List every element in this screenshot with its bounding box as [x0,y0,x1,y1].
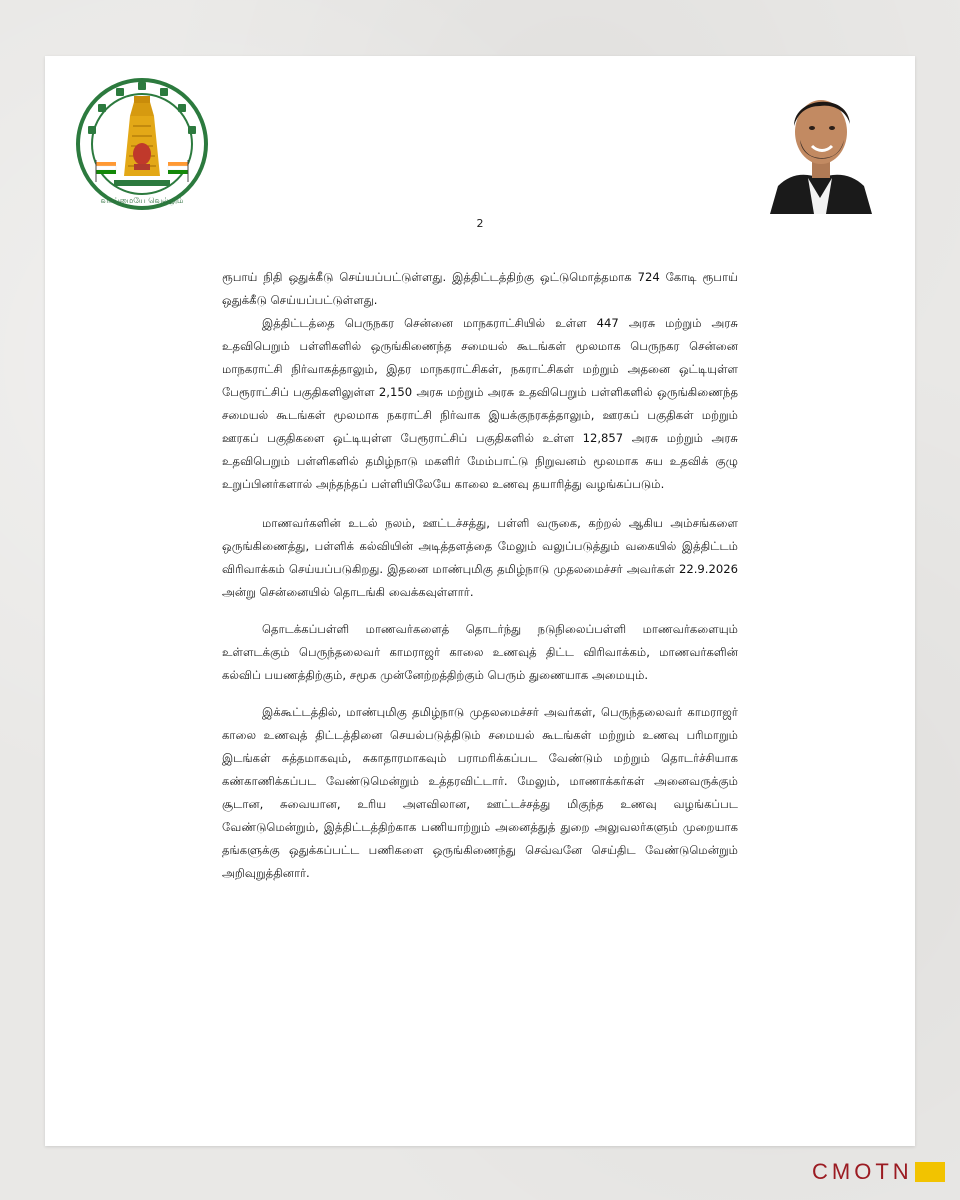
tamil-nadu-emblem-icon [74,76,210,216]
paragraph: மாணவர்களின் உடல் நலம், ஊட்டச்சத்து, பள்ளி வருகை, கற்றல் ஆகிய அம்சங்களை ஒருங்கிணைத்து, பள்ளிக் கல்வியின் அடித்தளத்தை மேலும் வலுப்படுத்தும் வகையில் இத்திட்டம் விரிவாக்கம் செய்யப்படுகிறது. இதனை மாண்புமிகு தமிழ்நாடு முதலமைச்சர் அவர்கள் 22.9.2026 அன்று சென்னையில் தொடங்கி வைக்கவுள்ளார். [222,516,738,599]
paragraph: இத்திட்டத்தை பெருநகர சென்னை மாநகராட்சியில் உள்ள 447 அரசு மற்றும் அரசு உதவிபெறும் பள்ளிகளில் ஒருங்கிணைந்த சமையல் கூடங்கள் மூலமாக பெருநகர சென்னை மாநகராட்சி நிர்வாகத்தாலும், இதர மாநகராட்சிகள், நகராட்சிகள் மற்றும் அதனை ஒட்டியுள்ள பேரூராட்சிப் பகுதிகளிலுள்ள 2,150 அரசு மற்றும் அரசு உதவிபெறும் பள்ளிகளில் ஒருங்கிணைந்த சமையல் கூடங்கள் மூலமாக நகராட்சி நிர்வாக இயக்குநரகத்தாலும், ஊரகப் பகுதிகள் மற்றும் ஊரகப் பகுதிகளை ஒட்டியுள்ள பேரூராட்சிப் பகுதிகளில் உள்ள 12,857 அரசு மற்றும் அரசு உதவிபெறும் பள்ளிகளில் தமிழ்நாடு மகளிர் மேம்பாட்டு நிறுவனம் மூலமாக சுய உதவிக் குழு உறுப்பினர்களால் அந்தந்தப் பள்ளியிலேயே காலை உணவு தயாரித்து வழங்கப்படும். [222,316,738,491]
paragraph: இக்கூட்டத்தில், மாண்புமிகு தமிழ்நாடு முதலமைச்சர் அவர்கள், பெருந்தலைவர் காமராஜர் காலை உணவுத் திட்டத்தினை செயல்படுத்திடும் சமையல் கூடங்கள் மற்றும் உணவு பரிமாறும் இடங்கள் சுத்தமாகவும், சுகாதாரமாகவும் பராமரிக்கப்பட வேண்டும் மற்றும் தொடர்ச்சியாக கண்காணிக்கப்பட வேண்டுமென்றும் உத்தரவிட்டார். மேலும், மாணாக்கர்கள் அனைவருக்கும் சூடான, சுவையான, உரிய அளவிலான, ஊட்டச்சத்து மிகுந்த உணவு வழங்கப்பட வேண்டுமென்றும், இத்திட்டத்திற்காக பணியாற்றும் அனைத்துத் துறை அலுவலர்களும் முறையாக தங்களுக்கு ஒதுக்கப்பட்ட பணிகளை ஒருங்கிணைந்து செவ்வனே செய்திட வேண்டுமென்றும் அறிவுறுத்தினார். [222,705,738,880]
page-number: 2 [476,217,484,230]
cmotn-logo [812,1160,945,1184]
emblem-motto: வாய்மையே வெல்லும் [100,196,184,205]
document-body [222,266,738,899]
paragraph: தொடக்கப்பள்ளி மாணவர்களைத் தொடர்ந்து நடுநிலைப்பள்ளி மாணவர்களையும் உள்ளடக்கும் பெருந்தலைவர் காமராஜர் காலை உணவுத் திட்ட விரிவாக்கம், மாணவர்களின் கல்விப் பயணத்திற்கும், சமூக முன்னேற்றத்திற்கும் பெரும் துணையாக அமையும். [222,622,738,682]
brand-accent-bar [915,1162,945,1182]
portrait-photo [768,74,872,214]
paragraph: ரூபாய் நிதி ஒதுக்கீடு செய்யப்பட்டுள்ளது. இத்திட்டத்திற்கு ஒட்டுமொத்தமாக 724 கோடி ரூபாய் ஒதுக்கீடு செய்யப்பட்டுள்ளது. [222,270,738,307]
brand-wordmark: CMOTN [812,1159,913,1184]
